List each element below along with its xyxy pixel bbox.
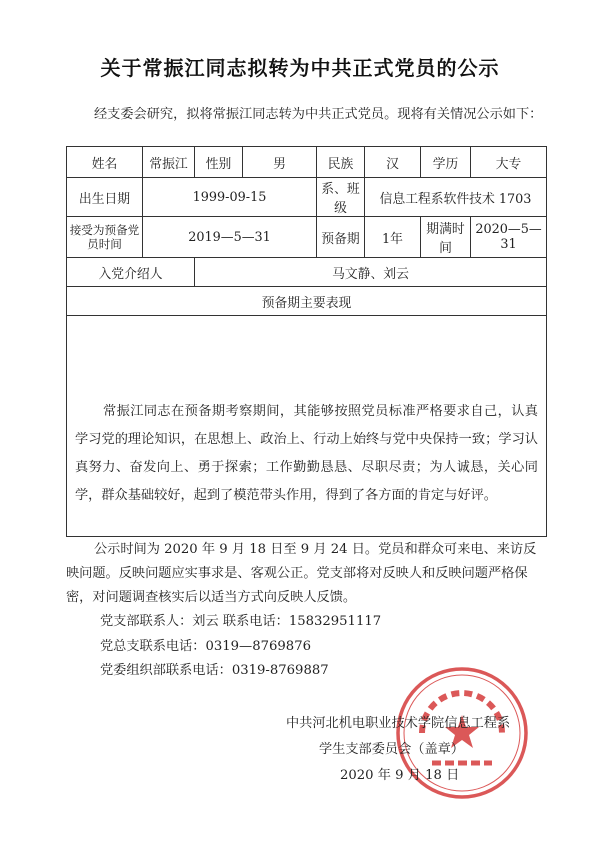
introducer-value: 马文静、刘云 <box>195 258 547 287</box>
signature-org: 中共河北机电职业技术学院信息工程系 <box>286 716 511 731</box>
ethnicity-label: 民族 <box>317 147 365 178</box>
table-row <box>67 258 547 287</box>
probation-period-label: 预备期 <box>317 217 365 258</box>
name-label: 姓名 <box>67 147 143 178</box>
table-row <box>67 316 547 537</box>
page-title: 关于常振江同志拟转为中共正式党员的公示 <box>100 56 500 80</box>
gender-label: 性别 <box>195 147 243 178</box>
name-value: 常振江 <box>143 147 195 178</box>
birth-label: 出生日期 <box>67 178 143 217</box>
expiry-label: 期满时间 <box>421 217 471 258</box>
table-row <box>67 217 547 258</box>
table-row <box>67 147 547 178</box>
education-value: 大专 <box>471 147 547 178</box>
probation-period-value: 1年 <box>365 217 421 258</box>
signature-date: 2020 年 9 月 18 日 <box>340 768 460 783</box>
expiry-value: 2020—5—31 <box>471 217 547 258</box>
info-table <box>66 146 547 537</box>
class-label: 系、班级 <box>317 178 365 217</box>
class-value: 信息工程系软件技术 1703 <box>365 178 547 217</box>
notice-paragraph: 公示时间为 2020 年 9 月 18 日至 9 月 24 日。党员和群众可来电、来访反映问题。反映问题应实事求是、客观公正。党支部将对反映人和反映问题严格保密，对问题调查核实后以适当方式向反映人反馈。 <box>66 542 537 605</box>
birth-value: 1999-09-15 <box>143 178 317 217</box>
introducer-label: 入党介绍人 <box>67 258 195 287</box>
education-label: 学历 <box>421 147 471 178</box>
ethnicity-value: 汉 <box>365 147 421 178</box>
general-branch-contact: 党总支联系电话：0319—8769876 <box>100 639 311 654</box>
probation-start-value: 2019—5—31 <box>143 217 317 258</box>
committee-contact: 党委组织部联系电话：0319-8769887 <box>100 663 329 678</box>
branch-contact: 党支部联系人：刘云 联系电话：15832951117 <box>100 614 382 629</box>
performance-header: 预备期主要表现 <box>67 287 547 316</box>
performance-cell <box>67 316 547 537</box>
intro-paragraph: 经支委会研究，拟将常振江同志转为中共正式党员。现将有关情况公示如下： <box>94 107 543 122</box>
gender-value: 男 <box>243 147 317 178</box>
performance-text: 常振江同志在预备期考察期间，其能够按照党员标准严格要求自己，认真学习党的理论知识，在思想上、政治上、行动上始终与党中央保持一致；学习认真努力、奋发向上、勇于探索；工作勤勤恳恳、尽职尽责；为人诚恳，关心同学，群众基础较好，起到了模范带头作用，得到了各方面的肯定与好评。 <box>75 404 538 503</box>
table-row <box>67 287 547 316</box>
probation-start-label: 接受为预备党员时间 <box>67 217 143 258</box>
table-row <box>67 178 547 217</box>
signature-branch: 学生支部委员会（盖章） <box>319 742 465 757</box>
